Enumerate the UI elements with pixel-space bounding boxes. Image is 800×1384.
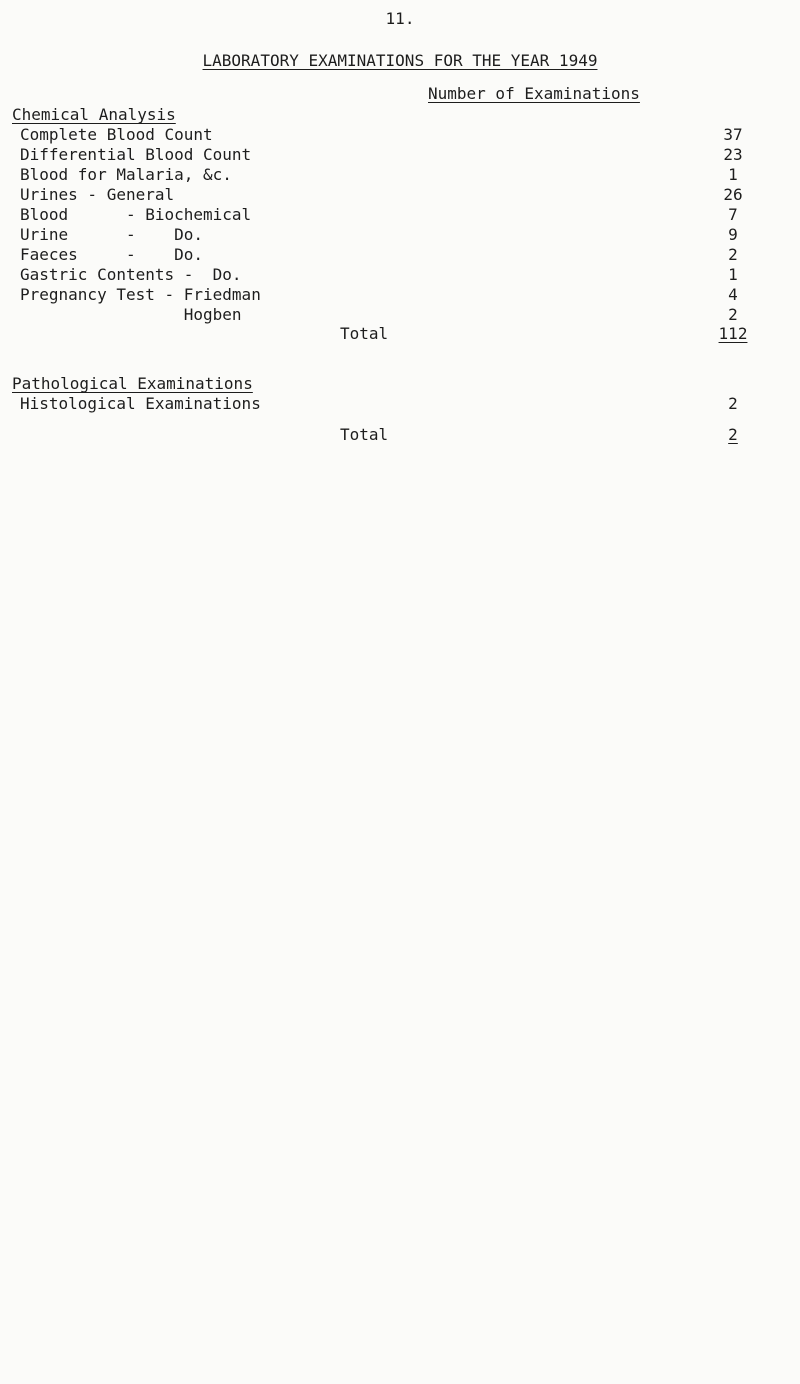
row-value: 2 xyxy=(728,394,738,413)
total-value: 2 xyxy=(728,425,738,444)
row-value: 2 xyxy=(728,245,738,264)
total-label: Total xyxy=(340,324,389,343)
row-label: Hogben xyxy=(20,305,242,324)
column-header: Number of Examinations xyxy=(428,84,640,103)
section-heading: Chemical Analysis xyxy=(12,105,176,124)
row-value: 9 xyxy=(728,225,738,244)
total-value: 112 xyxy=(718,324,748,343)
row-label: Complete Blood Count xyxy=(20,125,213,144)
row-label: Histological Examinations xyxy=(20,394,261,413)
row-value: 7 xyxy=(728,205,738,224)
row-label: Blood - Biochemical xyxy=(20,205,252,224)
page-title: LABORATORY EXAMINATIONS FOR THE YEAR 1949 xyxy=(202,51,598,70)
row-label: Urines - General xyxy=(20,185,175,204)
row-label: Differential Blood Count xyxy=(20,145,252,164)
row-label: Blood for Malaria, &c. xyxy=(20,165,232,184)
row-label: Urine - Do. xyxy=(20,225,204,244)
total-label: Total xyxy=(340,425,389,444)
row-value: 23 xyxy=(723,145,743,164)
row-value: 37 xyxy=(723,125,743,144)
row-label: Pregnancy Test - Friedman xyxy=(20,285,261,304)
row-value: 1 xyxy=(728,265,738,284)
row-label: Faeces - Do. xyxy=(20,245,204,264)
row-value: 4 xyxy=(728,285,738,304)
row-value: 2 xyxy=(728,305,738,324)
section-heading: Pathological Examinations xyxy=(12,374,253,393)
row-label: Gastric Contents - Do. xyxy=(20,265,242,284)
row-value: 1 xyxy=(728,165,738,184)
page-number: 11. xyxy=(385,9,415,28)
row-value: 26 xyxy=(723,185,743,204)
